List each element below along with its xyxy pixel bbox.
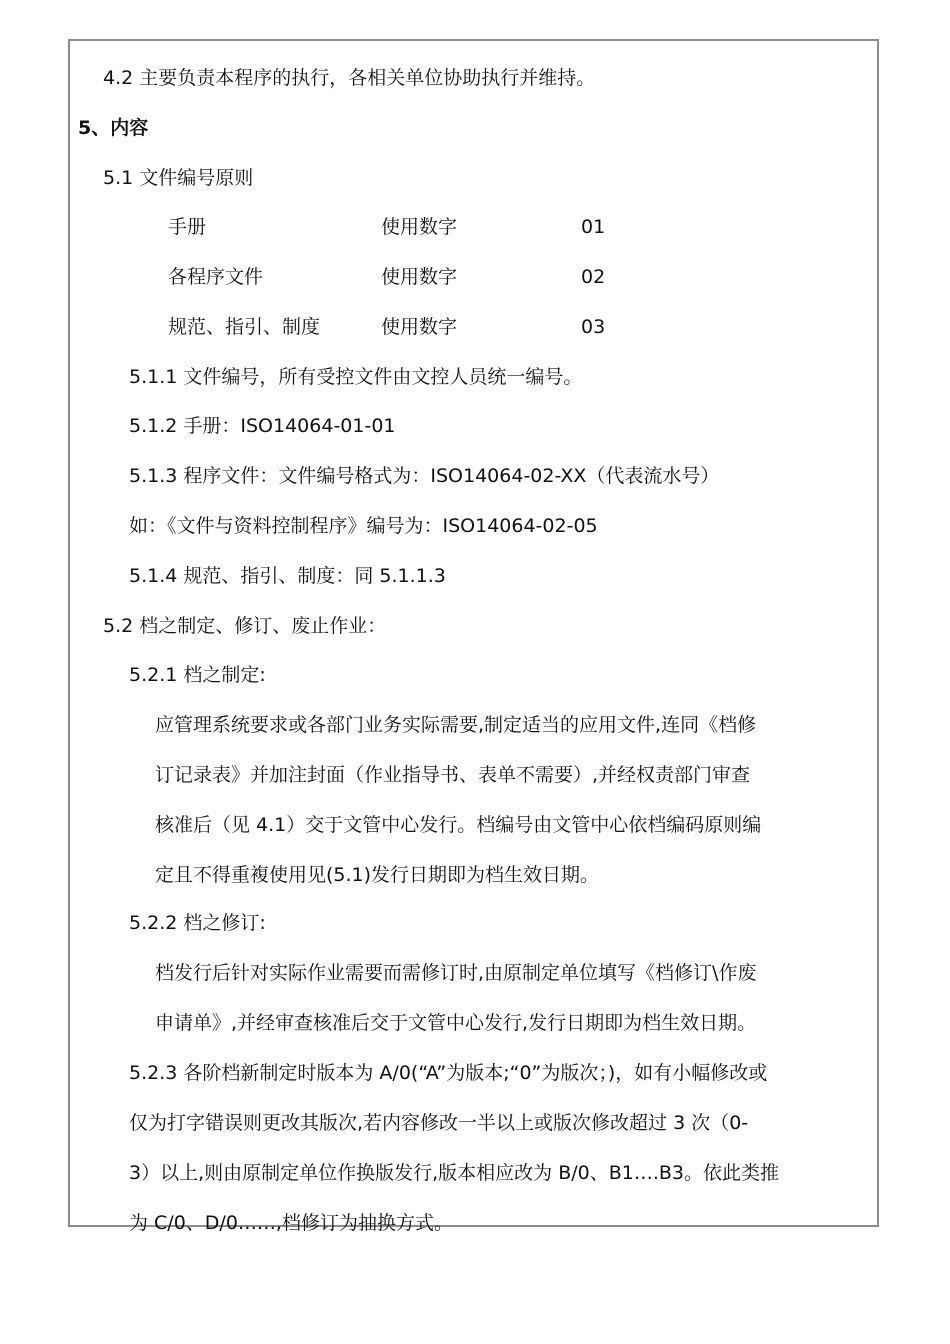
table-cell-method: 使用数字: [381, 216, 458, 238]
clause-5-1-2: 5.1.2 手册：ISO14064-01-01: [129, 415, 396, 437]
section-5-heading: 5、内容: [78, 117, 149, 139]
clause-5-1: 5.1 文件编号原则: [103, 167, 254, 189]
clause-5-1-1: 5.1.1 文件编号，所有受控文件由文控人员统一编号。: [129, 366, 583, 388]
clause-5-1-4: 5.1.4 规范、指引、制度：同 5.1.1.3: [129, 565, 446, 587]
table-cell-code: 02: [581, 266, 606, 288]
paragraph-line: 应管理系统要求或各部门业务实际需要,制定适当的应用文件,连同《档修: [155, 714, 757, 736]
table-cell-code: 01: [581, 216, 606, 238]
paragraph-line: 仅为打字错误则更改其版次,若内容修改一半以上或版次修改超过 3 次（0-: [129, 1112, 749, 1134]
paragraph-line: 申请单》,并经审查核准后交于文管中心发行,发行日期即为档生效日期。: [155, 1012, 757, 1034]
clause-5-2: 5.2 档之制定、修订、废止作业：: [103, 615, 387, 637]
table-cell-type: 规范、指引、制度: [168, 316, 321, 338]
clause-5-2-1: 5.2.1 档之制定:: [129, 664, 266, 686]
table-cell-type: 手册: [168, 216, 207, 238]
table-cell-method: 使用数字: [381, 316, 458, 338]
clause-4-2: 4.2 主要负责本程序的执行，各相关单位协助执行并维持。: [103, 67, 596, 89]
paragraph-line: 档发行后针对实际作业需要而需修订时,由原制定单位填写《档修订\作废: [155, 962, 757, 984]
paragraph-line: 3）以上,则由原制定单位作换版发行,版本相应改为 B/0、B1….B3。依此类推: [129, 1162, 780, 1184]
paragraph-5-2-3: [129, 1048, 779, 1248]
table-cell-method: 使用数字: [381, 266, 458, 288]
paragraph-line: 5.2.3 各阶档新制定时版本为 A/0(“A”为版本;“0”为版次；)，如有小幅修改或: [129, 1062, 768, 1084]
table-cell-code: 03: [581, 316, 606, 338]
clause-5-1-3: 5.1.3 程序文件：文件编号格式为：ISO14064-02-XX（代表流水号）: [129, 465, 720, 487]
paragraph-line: 为 C/0、D/0……,档修订为抽换方式。: [129, 1212, 453, 1234]
paragraph-5-2-1: [155, 700, 761, 900]
table-cell-type: 各程序文件: [168, 266, 264, 288]
clause-5-2-2: 5.2.2 档之修订:: [129, 912, 266, 934]
paragraph-line: 定且不得重複使用见(5.1)发行日期即为档生效日期。: [155, 864, 600, 886]
paragraph-line: 核准后（见 4.1）交于文管中心发行。档编号由文管中心依档编码原则编: [155, 814, 762, 836]
paragraph-5-2-2: [155, 948, 756, 1048]
example-line: 如：《文件与资料控制程序》编号为：ISO14064-02-05: [129, 515, 598, 537]
paragraph-line: 订记录表》并加注封面（作业指导书、表单不需要）,并经权责部门审查: [155, 764, 751, 786]
